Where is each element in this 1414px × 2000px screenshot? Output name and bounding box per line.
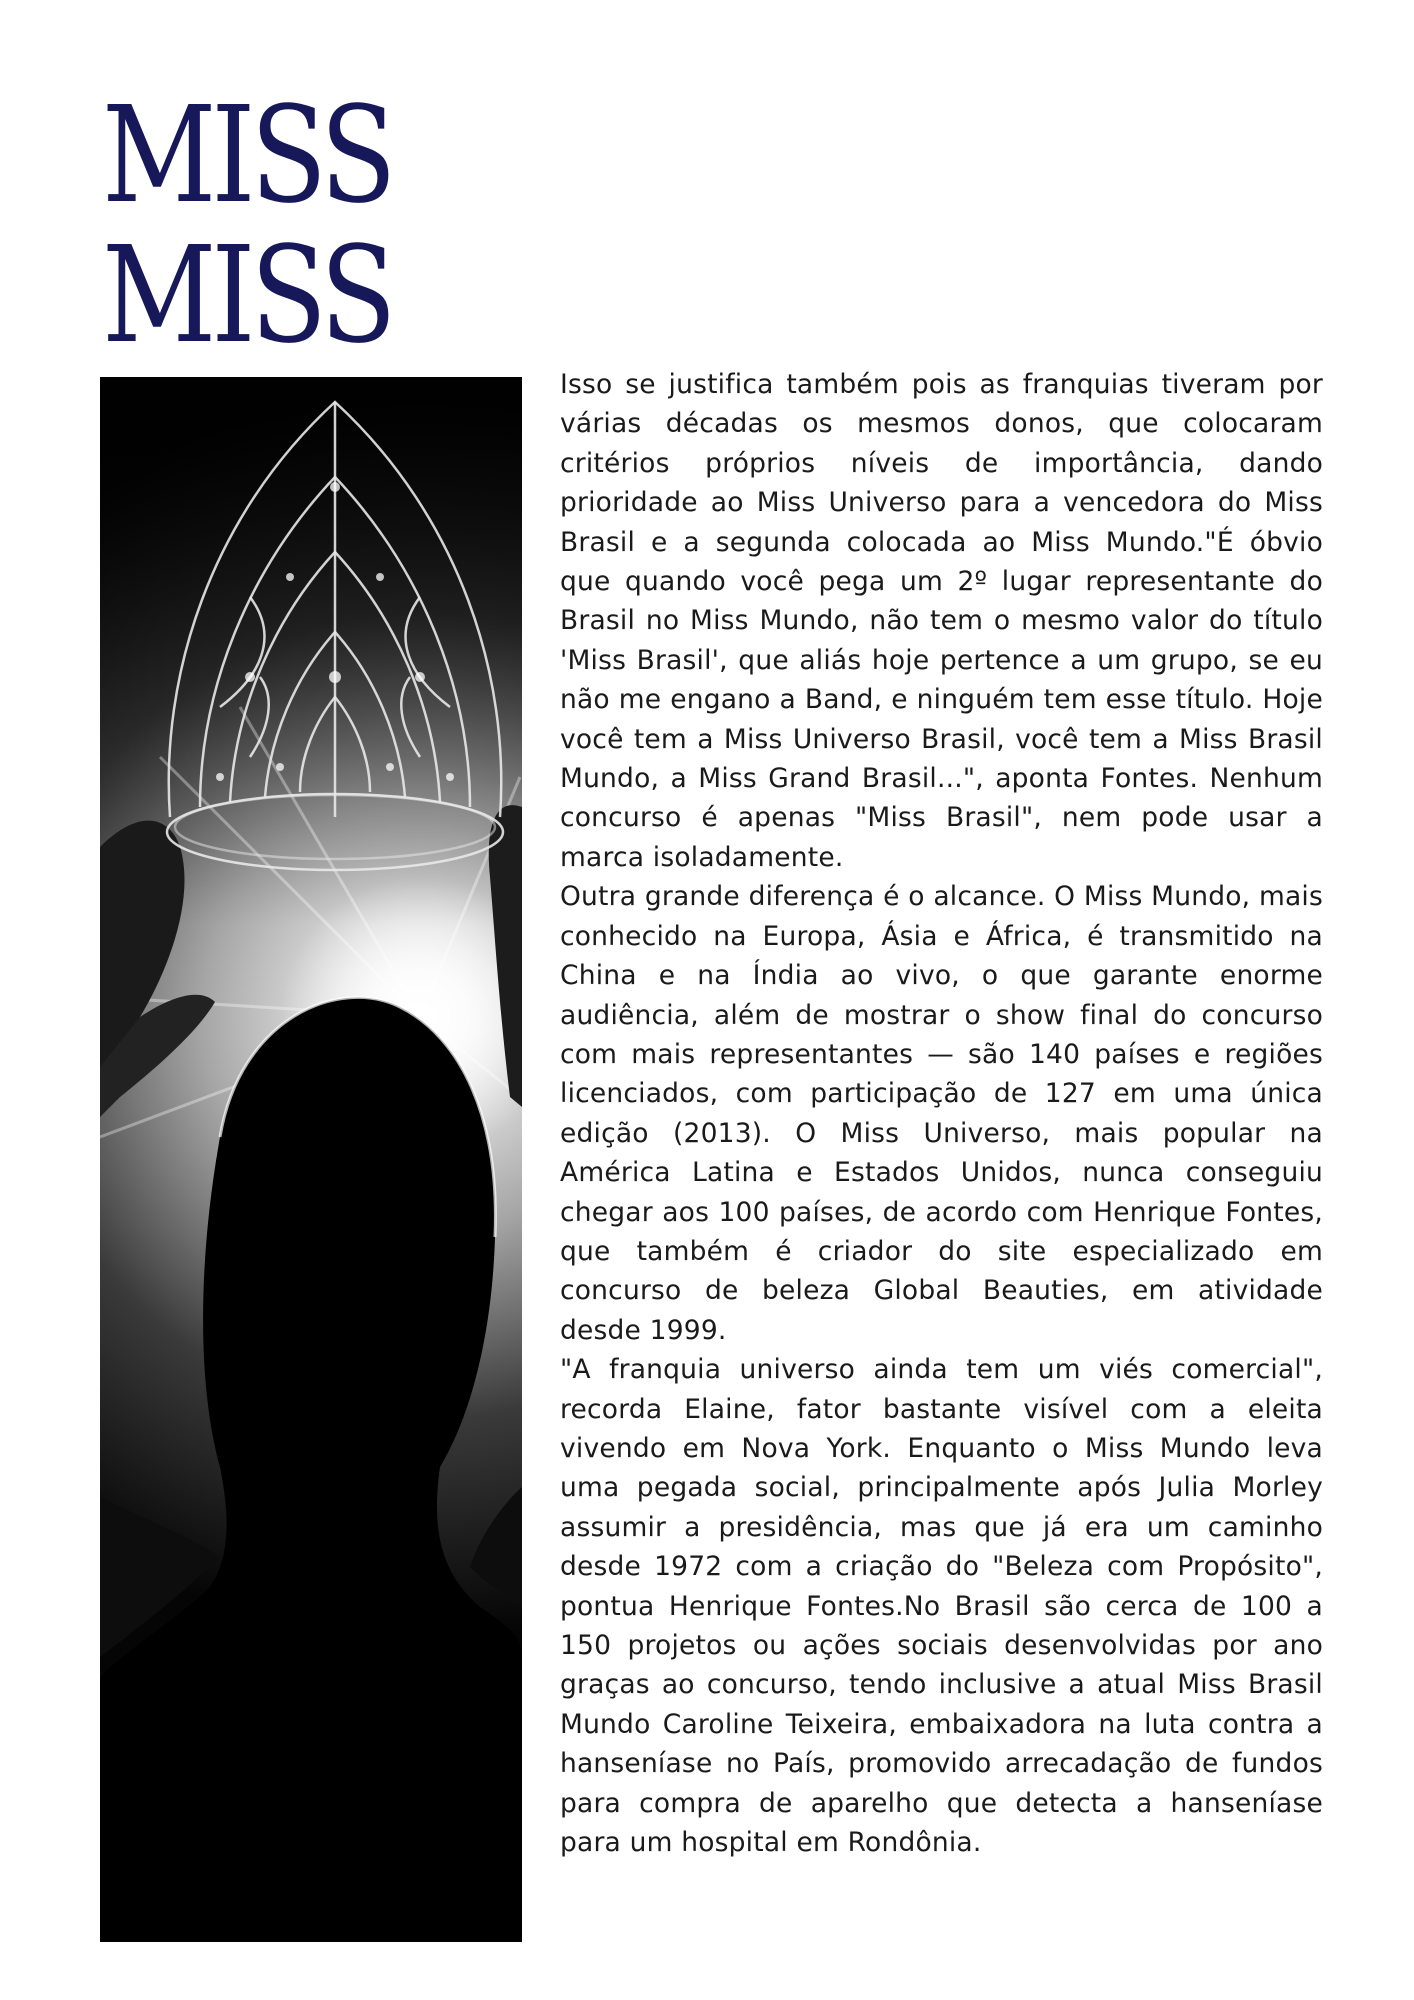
crown-photo: [100, 377, 522, 1942]
article-paragraph-2: Outra grande diferença é o alcance. O Miss Mundo, mais conhecido na Europa, Ásia e África, é transmitido na China e na Índia ao vivo, o que garante enorme audiência, além de mostrar o show final do concurso com mais representantes — são 140 países e regiões licenciados, com participação de 127 em uma única edição (2013). O Miss Universo, mais popular na América Latina e Estados Unidos, nunca conseguiu chegar aos 100 países, de acordo com Henrique Fontes, que também é criador do site especializado em concurso de beleza Global Beauties, em atividade desde 1999.: [560, 881, 1323, 1346]
title-line-1: MISS: [102, 79, 392, 233]
article-paragraph-3: "A franquia universo ainda tem um viés comercial", recorda Elaine, fator bastante visível com a eleita vivendo em Nova York. Enquanto o Miss Mundo leva uma pegada social, principalmente após Julia Morley assumir a presidência, mas que já era um caminho desde 1972 com a criação do "Beleza com Propósito", pontua Henrique Fontes.No Brasil são cerca de 100 a 150 projetos ou ações sociais desenvolvidas por ano graças ao concurso, tendo inclusive a atual Miss Brasil Mundo Caroline Teixeira, embaixadora na luta contra a hanseníase no País, promovido arrecadação de fundos para compra de aparelho que detecta a hanseníase para um hospital em Rondônia.: [560, 1354, 1323, 1859]
title-line-2: MISS: [102, 219, 392, 373]
crown-icon: [100, 377, 522, 1942]
page-title: [102, 79, 392, 373]
article-paragraph-1: Isso se justifica também pois as franquias tiveram por várias décadas os mesmos donos, que colocaram critérios próprios níveis de importância, dando prioridade ao Miss Universo para a vencedora do Miss Brasil e a segunda colocada ao Miss Mundo."É óbvio que quando você pega um 2º lugar representante do Brasil no Miss Mundo, não tem o mesmo valor do título 'Miss Brasil', que aliás hoje pertence a um grupo, se eu não me engano a Band, e ninguém tem esse título. Hoje você tem a Miss Universo Brasil, você tem a Miss Brasil Mundo, a Miss Grand Brasil...", aponta Fontes. Nenhum concurso é apenas "Miss Brasil", nem pode usar a marca isoladamente.: [560, 369, 1323, 873]
article-body: [560, 365, 1323, 1862]
